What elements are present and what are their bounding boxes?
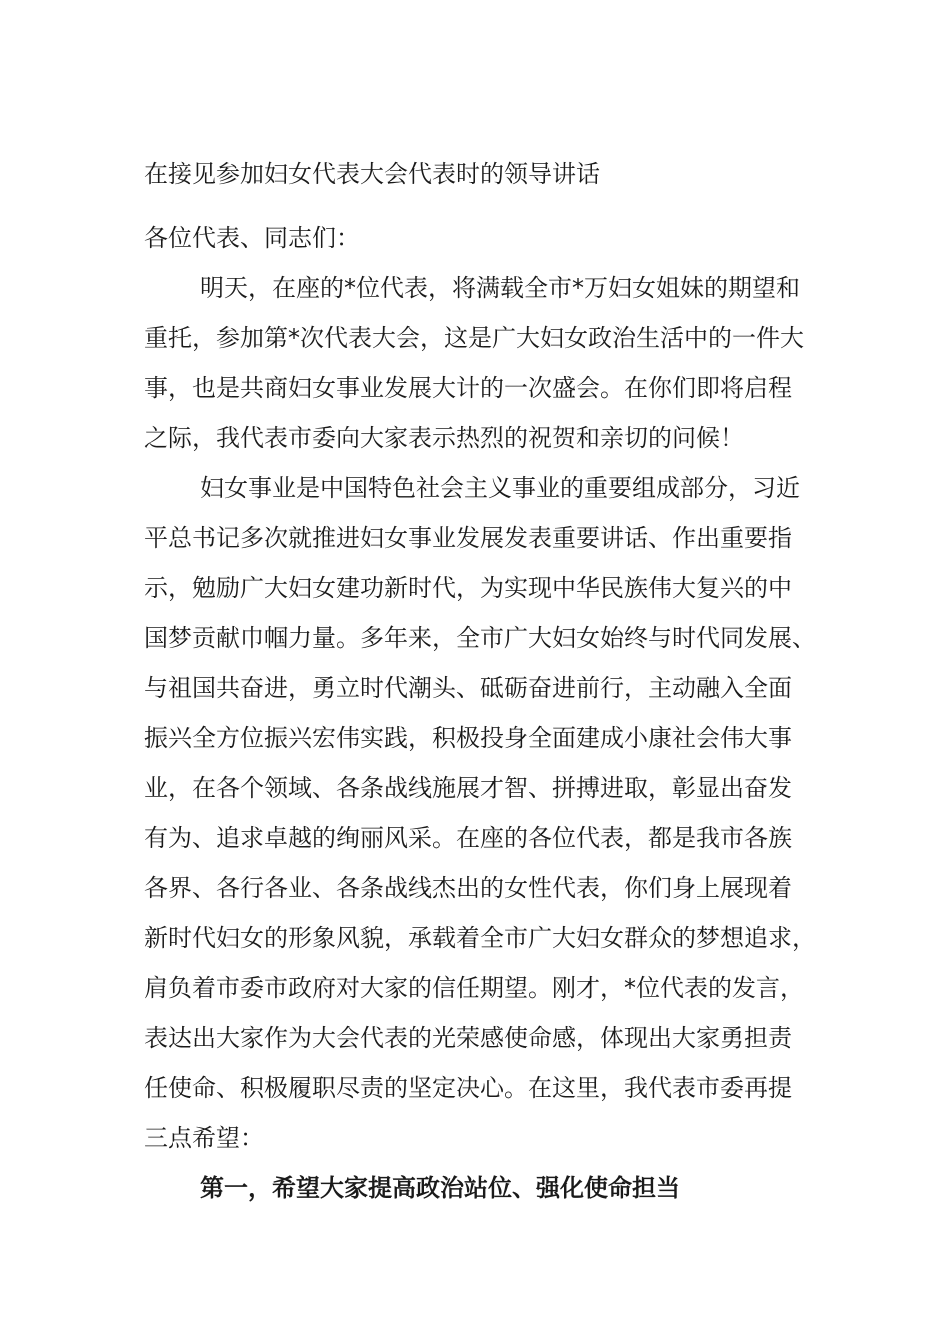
salutation: 各位代表、同志们： bbox=[144, 224, 360, 252]
paragraph-2-line: 业，在各个领域、各条战线施展才智、拼搏进取，彰显出奋发 bbox=[144, 774, 792, 802]
paragraph-2-line: 示，勉励广大妇女建功新时代，为实现中华民族伟大复兴的中 bbox=[144, 574, 792, 602]
paragraph-1-line: 明天，在座的*位代表，将满载全市*万妇女姐妹的期望和 bbox=[200, 274, 800, 302]
paragraph-2-line: 妇女事业是中国特色社会主义事业的重要组成部分，习近 bbox=[200, 474, 800, 502]
paragraph-2-line: 肩负着市委市政府对大家的信任期望。刚才，*位代表的发言， bbox=[144, 974, 804, 1002]
section-heading-1: 第一，希望大家提高政治站位、强化使命担当 bbox=[200, 1174, 680, 1202]
paragraph-1-line: 之际，我代表市委向大家表示热烈的祝贺和亲切的问候！ bbox=[144, 424, 744, 452]
paragraph-2-line: 新时代妇女的形象风貌，承载着全市广大妇女群众的梦想追求， bbox=[144, 924, 816, 952]
paragraph-2-line: 振兴全方位振兴宏伟实践，积极投身全面建成小康社会伟大事 bbox=[144, 724, 792, 752]
paragraph-2-line: 与祖国共奋进，勇立时代潮头、砥砺奋进前行，主动融入全面 bbox=[144, 674, 792, 702]
paragraph-1-line: 事，也是共商妇女事业发展大计的一次盛会。在你们即将启程 bbox=[144, 374, 792, 402]
document-title: 在接见参加妇女代表大会代表时的领导讲话 bbox=[144, 160, 600, 188]
paragraph-2-line: 有为、追求卓越的绚丽风采。在座的各位代表，都是我市各族 bbox=[144, 824, 792, 852]
paragraph-2-line: 平总书记多次就推进妇女事业发展发表重要讲话、作出重要指 bbox=[144, 524, 792, 552]
paragraph-2-line: 三点希望： bbox=[144, 1124, 264, 1152]
paragraph-2-line: 表达出大家作为大会代表的光荣感使命感，体现出大家勇担责 bbox=[144, 1024, 792, 1052]
paragraph-2-line: 国梦贡献巾帼力量。多年来，全市广大妇女始终与时代同发展、 bbox=[144, 624, 816, 652]
paragraph-2-line: 各界、各行各业、各条战线杰出的女性代表，你们身上展现着 bbox=[144, 874, 792, 902]
paragraph-2-line: 任使命、积极履职尽责的坚定决心。在这里，我代表市委再提 bbox=[144, 1074, 792, 1102]
paragraph-1-line: 重托，参加第*次代表大会，这是广大妇女政治生活中的一件大 bbox=[144, 324, 804, 352]
